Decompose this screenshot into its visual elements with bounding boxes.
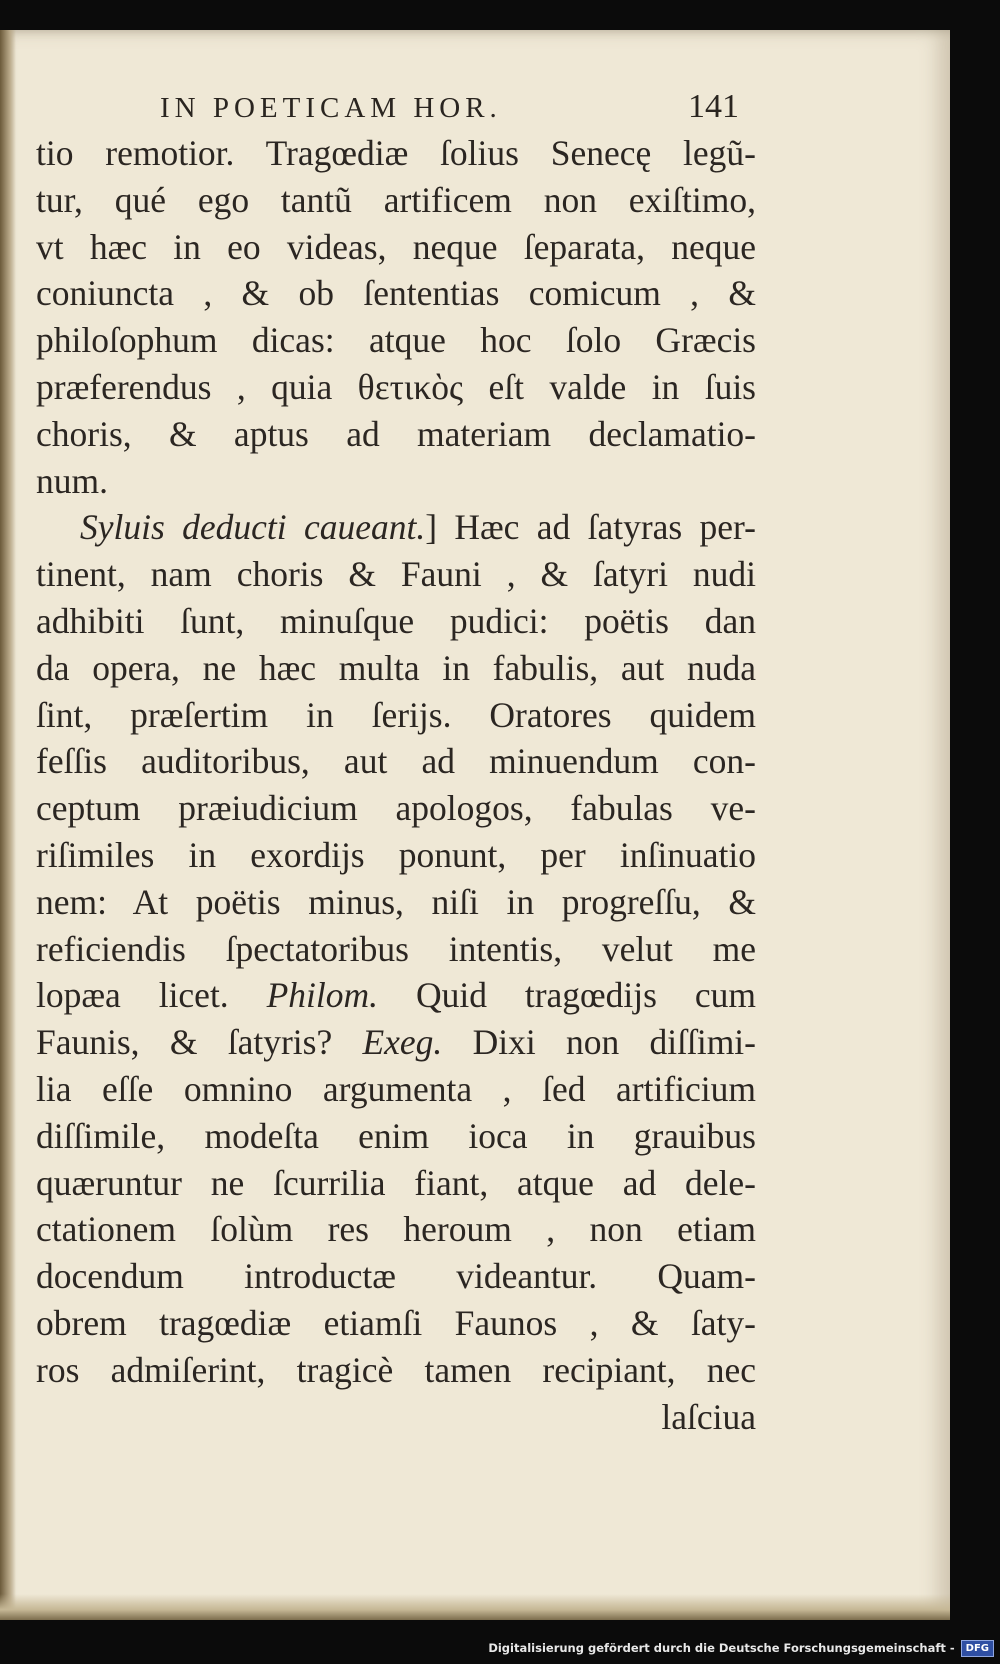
credit-text: Digitalisierung gefördert durch die Deutsche Forschungsgemeinschaft -: [488, 1641, 955, 1655]
text-line: adhibiti ſunt, minuſque pudici: poëtis dan: [36, 600, 756, 641]
text-line: tio remotior. Tragœdiæ ſolius Senecę legũ-: [36, 133, 756, 173]
book-page: [0, 30, 950, 1620]
text-line: tinent, nam choris & Fauni , & ſatyri nudi: [36, 554, 756, 595]
text-line: ctationem ſolùm res heroum , non etiam: [36, 1209, 756, 1250]
page-number: 141: [688, 88, 739, 125]
body-text: [36, 130, 756, 1440]
running-head: IN POETICAM HOR.: [160, 92, 502, 124]
text-line: reficiendis ſpectatoribus intentis, velut me: [36, 928, 756, 969]
text-line: vt hæc in eo videas, neque ſeparata, neque: [36, 226, 756, 267]
text-line: riſimiles in exordijs ponunt, per inſinuatio: [36, 834, 756, 875]
speaker-tag: Exeg.: [362, 1022, 443, 1063]
text-line: obrem tragœdiæ etiamſi Faunos , & ſaty-: [36, 1302, 756, 1343]
catchword: laſciua: [661, 1396, 756, 1437]
page-spine-shadow: [0, 30, 16, 1620]
text-line: num.: [36, 460, 108, 501]
text-line: lia eſſe omnino argumenta , ſed artificium: [36, 1068, 756, 1109]
text-line: ros admiſerint, tragicè tamen recipiant, nec: [36, 1349, 756, 1390]
text-line-lemma: Syluis deducti caueant.] Hæc ad ſatyras per-: [80, 507, 756, 548]
text-line: nem: At poëtis minus, niſi in progreſſu, &: [36, 881, 756, 922]
text-line-speaker: lopæa licet. Philom. Quid tragœdijs cum: [36, 975, 756, 1016]
digitization-credit: [488, 1636, 994, 1660]
text-line: præferendus , quia θετικὸς eſt valde in ſuis: [36, 366, 756, 407]
lemma: Syluis deducti caueant.: [80, 507, 426, 548]
text-line: diſſimile, modeſta enim ioca in grauibus: [36, 1115, 756, 1156]
text-line: coniuncta , & ob ſententias comicum , &: [36, 273, 756, 314]
text-line: ceptum præiudicium apologos, fabulas ve-: [36, 788, 756, 829]
text-line: docendum introductæ videantur. Quam-: [36, 1256, 756, 1297]
text-line: ſint, præſertim in ſerijs. Oratores quidem: [36, 694, 756, 735]
text-line-speaker: Faunis, & ſatyris? Exeg. Dixi non diſſimi-: [36, 1022, 756, 1063]
text-line: da opera, ne hæc multa in fabulis, aut nuda: [36, 647, 756, 688]
dfg-logo-icon: DFG: [961, 1640, 994, 1657]
text-line: philoſophum dicas: atque hoc ſolo Græcis: [36, 320, 756, 361]
text-line: feſſis auditoribus, aut ad minuendum con-: [36, 741, 756, 782]
speaker-tag: Philom.: [266, 975, 379, 1016]
text-line: quæruntur ne ſcurrilia fiant, atque ad dele-: [36, 1162, 756, 1203]
text-line: tur, qué ego tantũ artificem non exiſtimo,: [36, 179, 756, 220]
text-line: choris, & aptus ad materiam declamatio-: [36, 413, 756, 454]
page-bottom-edge: [0, 1594, 950, 1620]
